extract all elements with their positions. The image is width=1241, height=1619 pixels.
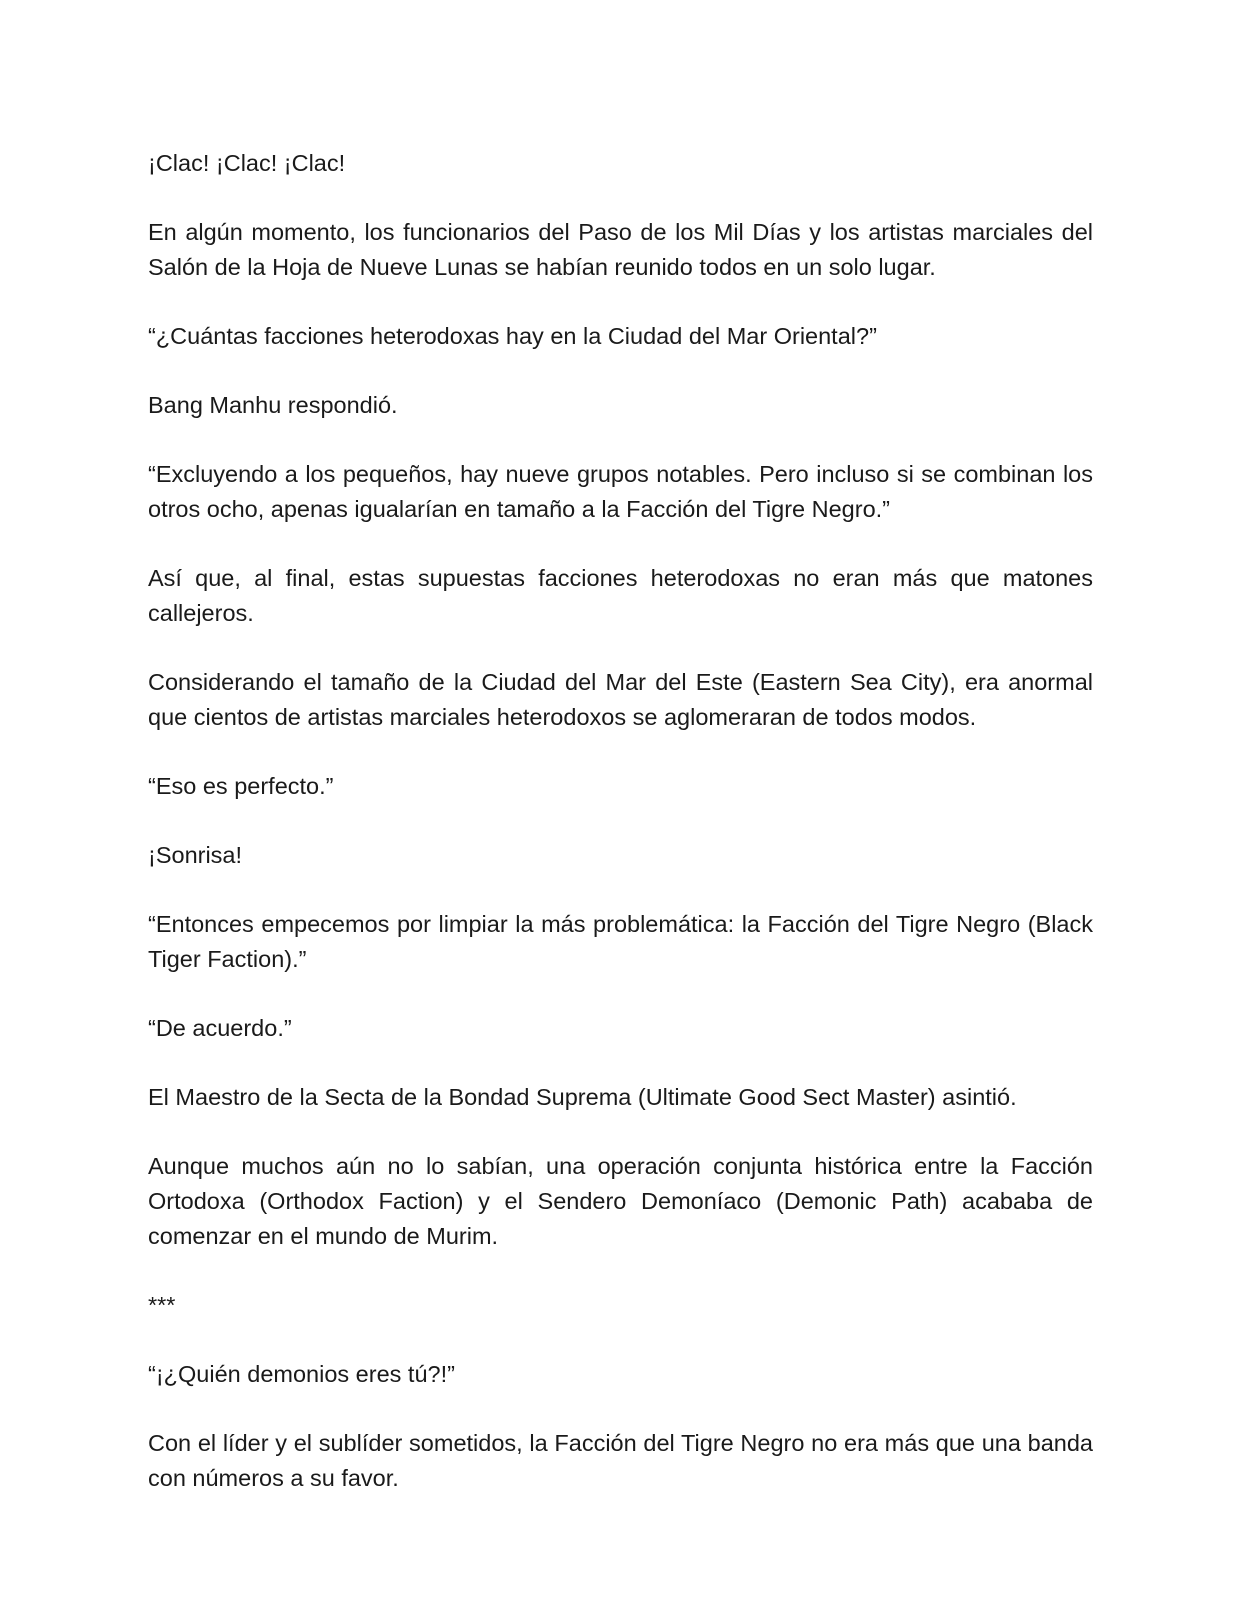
paragraph-narration: En algún momento, los funcionarios del Paso de los Mil Días y los artistas marciales del Salón de la Hoja de Nueve Lunas se habían reunido todos en un solo lugar. xyxy=(148,219,1093,280)
paragraph-dialogue: “De acuerdo.” xyxy=(148,1015,292,1041)
paragraph-narration: Con el líder y el sublíder sometidos, la Facción del Tigre Negro no era más que una banda con números a su favor. xyxy=(148,1430,1093,1491)
paragraph-dialogue: “Excluyendo a los pequeños, hay nueve grupos notables. Pero incluso si se combinan los otros ocho, apenas igualarían en tamaño a la Facción del Tigre Negro.” xyxy=(148,461,1093,522)
paragraph-dialogue: “Eso es perfecto.” xyxy=(148,773,334,799)
paragraph-narration: Aunque muchos aún no lo sabían, una operación conjunta histórica entre la Facción Ortodoxa (Orthodox Faction) y el Sendero Demoníaco (Demonic Path) acababa de comenzar en el mundo de Murim. xyxy=(148,1153,1093,1249)
paragraph-dialogue: “Entonces empecemos por limpiar la más problemática: la Facción del Tigre Negro (Black Tiger Faction).” xyxy=(148,911,1093,972)
scene-break: *** xyxy=(148,1292,176,1318)
paragraph-sound-effect: ¡Clac! ¡Clac! ¡Clac! xyxy=(148,150,346,176)
paragraph-dialogue: “¡¿Quién demonios eres tú?!” xyxy=(148,1361,455,1387)
document-page xyxy=(148,146,1093,1530)
paragraph-narration: Bang Manhu respondió. xyxy=(148,392,398,418)
paragraph-dialogue: “¿Cuántas facciones heterodoxas hay en la Ciudad del Mar Oriental?” xyxy=(148,323,877,349)
paragraph-narration: Así que, al final, estas supuestas facciones heterodoxas no eran más que matones callejeros. xyxy=(148,565,1093,626)
paragraph-narration: El Maestro de la Secta de la Bondad Suprema (Ultimate Good Sect Master) asintió. xyxy=(148,1084,1017,1110)
paragraph-narration: Considerando el tamaño de la Ciudad del Mar del Este (Eastern Sea City), era anormal que cientos de artistas marciales heterodoxos se aglomeraran de todos modos. xyxy=(148,669,1093,730)
paragraph-sound-effect: ¡Sonrisa! xyxy=(148,842,243,868)
